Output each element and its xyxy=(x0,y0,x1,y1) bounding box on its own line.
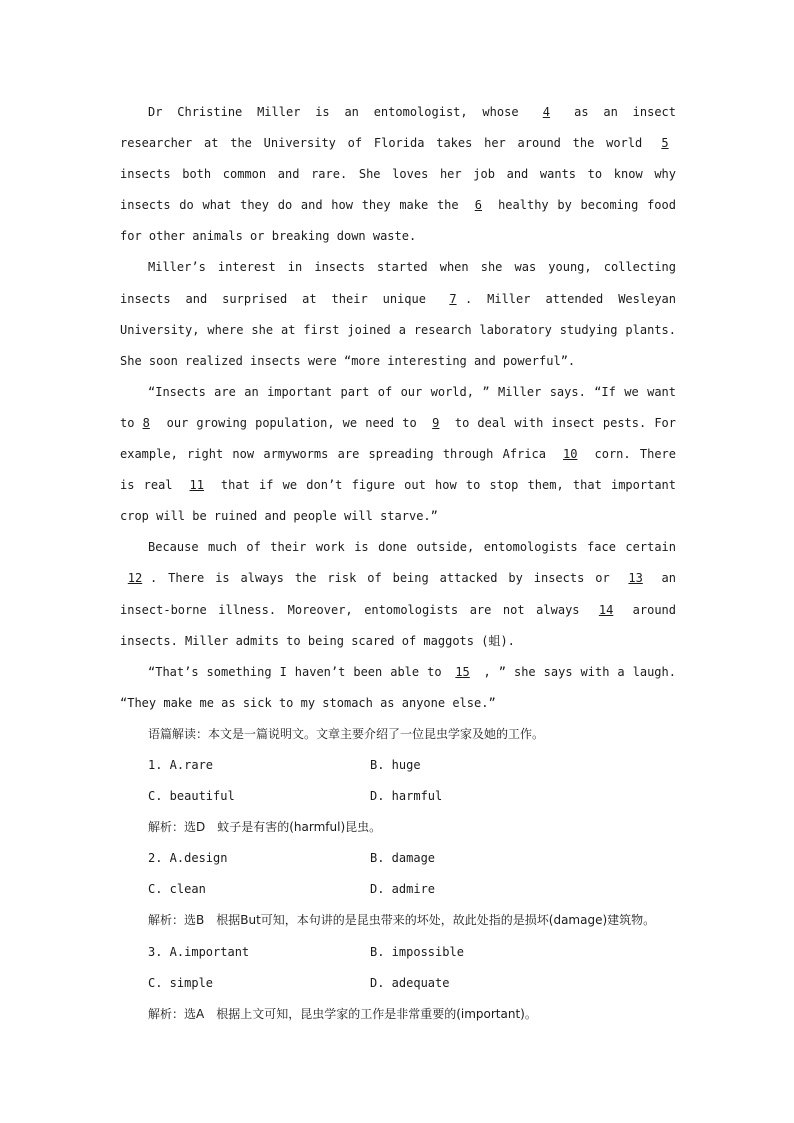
option-d: D. admire xyxy=(370,882,436,897)
analysis: 解析：选B 根据But可知，本句讲的是昆虫带来的坏处，故此处指的是损坏(damage)建筑物。 xyxy=(148,913,656,928)
text-span: “That’s something I haven’t been able to xyxy=(148,664,450,679)
text-span: Because much of their work is done outside, entomologists face certain xyxy=(148,540,676,555)
analysis: 解析：选D 蚊子是有害的(harmful)昆虫。 xyxy=(148,820,382,835)
option-b: B. huge xyxy=(370,757,421,772)
options-row xyxy=(120,874,676,905)
text-span: . There is always the risk of being attacked by insects or xyxy=(150,571,621,586)
blank-11: 11 xyxy=(189,478,204,493)
option-d: D. adequate xyxy=(370,975,450,990)
question-2 xyxy=(120,843,676,936)
option-a: 1. A.rare xyxy=(148,757,214,772)
text-span: , ” she says with a laugh. “They make me as sick to my stomach as anyone else.” xyxy=(120,664,676,710)
option-a: 3. A.important xyxy=(148,944,250,959)
options-row xyxy=(120,937,676,968)
blank-13: 13 xyxy=(628,571,643,586)
blank-6: 6 xyxy=(474,198,482,213)
text-span: Dr Christine Miller is an entomologist, whose xyxy=(148,105,534,119)
text-span: as an insect researcher at the University of Florida takes her around the world xyxy=(120,105,676,151)
options-row xyxy=(120,781,676,812)
option-c: C. clean xyxy=(148,882,206,897)
options-row xyxy=(120,843,676,874)
paragraph-1 xyxy=(120,97,676,252)
text-span: insects both common and rare. She loves her job and wants to know why insects do what they do and how they make the xyxy=(120,167,676,213)
option-b: B. damage xyxy=(370,851,436,866)
option-b: B. impossible xyxy=(370,944,464,959)
blank-12: 12 xyxy=(127,571,143,586)
document-page xyxy=(120,97,676,1030)
paragraph-5 xyxy=(120,657,676,719)
text-span: healthy by becoming food for other animals or breaking down waste. xyxy=(120,198,676,244)
option-c: C. simple xyxy=(148,975,214,990)
text-span: . Miller attended Wesleyan University, where she at first joined a research laboratory studying plants. She soon realized insects were “more interesting and powerful”. xyxy=(120,291,676,368)
text-span: an insect-borne illness. Moreover, entomologists are not always xyxy=(120,571,676,617)
text-span: that if we don’t figure out how to stop them, that important crop will be ruined and people will starve.” xyxy=(120,478,677,524)
option-a: 2. A.design xyxy=(148,851,228,866)
blank-15: 15 xyxy=(455,664,470,679)
text-span: “Insects are an important part of our world, ” Miller says. “If we want to xyxy=(120,384,676,430)
blank-8: 8 xyxy=(142,415,150,430)
question-3 xyxy=(120,937,676,1030)
option-d: D. harmful xyxy=(370,789,443,804)
blank-4: 4 xyxy=(542,105,550,119)
text-span: to deal with insect pests. For example, right now armyworms are spreading through Africa xyxy=(120,415,676,462)
blank-10: 10 xyxy=(563,447,578,462)
text-span: our growing population, we need to xyxy=(158,415,425,430)
text-span: corn. There is real xyxy=(120,447,676,493)
blank-5: 5 xyxy=(661,136,669,151)
blank-9: 9 xyxy=(432,415,440,430)
summary: 语篇解读：本文是一篇说明文。文章主要介绍了一位昆虫学家及她的工作。 xyxy=(148,726,545,741)
paragraph-2 xyxy=(120,252,676,376)
paragraph-4 xyxy=(120,532,676,656)
text-span: around insects. Miller admits to being scared of maggots (蛆). xyxy=(120,602,677,648)
question-1 xyxy=(120,750,676,843)
text-span: Miller’s interest in insects started when she was young, collecting insects and surprised at their unique xyxy=(120,260,676,306)
option-c: C. beautiful xyxy=(148,789,235,804)
blank-14: 14 xyxy=(598,602,614,617)
options-row xyxy=(120,750,676,781)
blank-7: 7 xyxy=(449,291,457,306)
paragraph-3 xyxy=(120,377,676,532)
options-row xyxy=(120,968,676,999)
analysis: 解析：选A 根据上文可知，昆虫学家的工作是非常重要的(important)。 xyxy=(148,1006,537,1021)
